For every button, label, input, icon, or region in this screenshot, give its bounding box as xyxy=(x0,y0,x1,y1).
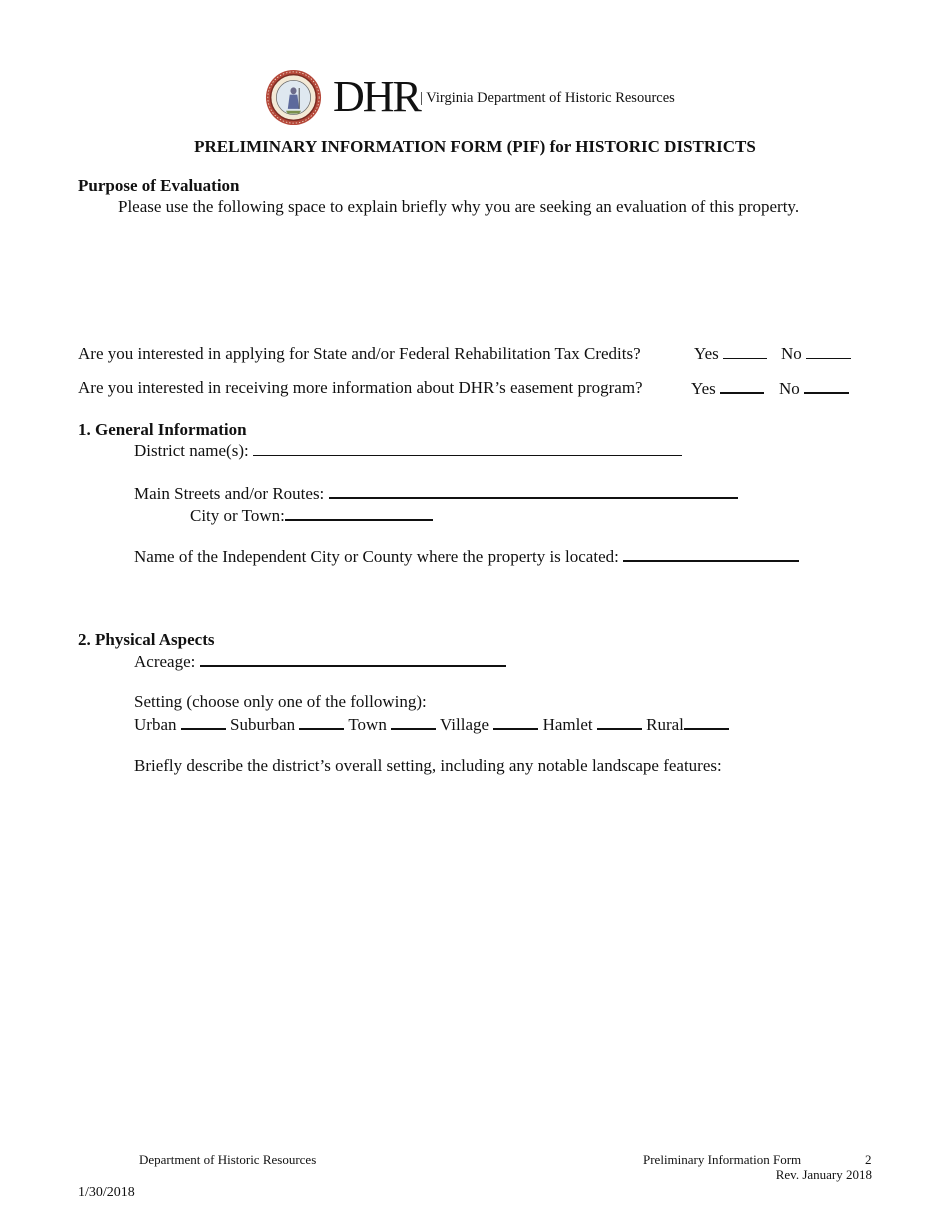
main-streets-row xyxy=(134,483,738,504)
easement-question xyxy=(78,378,643,398)
main-streets-field[interactable] xyxy=(329,483,738,499)
setting-rural-label: Rural xyxy=(646,715,684,734)
setting-village-field[interactable] xyxy=(493,714,538,730)
footer-form-name: Preliminary Information Form xyxy=(643,1152,802,1167)
county-field[interactable] xyxy=(623,546,799,562)
purpose-heading: Purpose of Evaluation xyxy=(78,176,240,195)
tax-credit-no-field[interactable] xyxy=(806,344,851,359)
setting-hamlet-label: Hamlet xyxy=(542,715,593,734)
tax-credit-no xyxy=(781,344,851,364)
city-town-field[interactable] xyxy=(285,505,433,521)
purpose-instructions: Please use the following space to explain briefly why you are seeking an evaluation of this property. xyxy=(118,197,800,216)
dhr-logo-text: DHR xyxy=(333,72,420,121)
setting-town-label: Town xyxy=(348,715,387,734)
easement-no xyxy=(779,378,849,399)
describe-setting-label: Briefly describe the district’s overall setting, including any notable landscape features: xyxy=(134,756,722,775)
setting-label: Setting (choose only one of the following): xyxy=(134,692,427,711)
acreage-label: Acreage: xyxy=(134,652,196,671)
setting-suburban-label: Suburban xyxy=(229,715,296,734)
virginia-seal-logo xyxy=(265,69,322,126)
setting-hamlet-field[interactable] xyxy=(597,714,642,730)
easement-yes-field[interactable] xyxy=(720,378,764,394)
main-streets-label: Main Streets and/or Routes: xyxy=(134,484,325,503)
setting-urban-field[interactable] xyxy=(181,714,226,730)
tax-credit-yes xyxy=(694,344,767,364)
describe-setting-response-area[interactable] xyxy=(134,782,868,1122)
footer-date: 1/30/2018 xyxy=(78,1185,135,1200)
acreage-field[interactable] xyxy=(200,651,506,667)
setting-rural-field[interactable] xyxy=(684,714,729,730)
tax-credit-no-label: No xyxy=(781,344,802,363)
easement-question-text: Are you interested in receiving more information about DHR’s easement program? xyxy=(78,378,643,397)
setting-town-field[interactable] xyxy=(391,714,436,730)
tax-credit-yes-field[interactable] xyxy=(723,344,767,359)
city-town-label: City or Town: xyxy=(190,506,285,525)
general-info-heading: 1. General Information xyxy=(78,420,247,439)
easement-no-field[interactable] xyxy=(804,378,849,394)
easement-no-label: No xyxy=(779,379,800,398)
easement-yes xyxy=(691,378,764,399)
physical-aspects-heading: 2. Physical Aspects xyxy=(78,630,215,649)
footer-department: Department of Historic Resources xyxy=(139,1152,317,1167)
acreage-row xyxy=(134,651,506,672)
department-name: | Virginia Department of Historic Resources xyxy=(420,90,675,106)
district-name-row xyxy=(134,441,682,461)
easement-yes-label: Yes xyxy=(691,379,716,398)
district-name-label: District name(s): xyxy=(134,441,249,460)
city-town-row xyxy=(190,505,433,526)
form-title: PRELIMINARY INFORMATION FORM (PIF) for HISTORIC DISTRICTS xyxy=(194,137,756,156)
footer-page-number: 2 xyxy=(865,1152,872,1167)
county-row xyxy=(134,546,799,567)
setting-options xyxy=(134,714,729,735)
setting-urban-label: Urban xyxy=(134,715,177,734)
tax-credit-question-text: Are you interested in applying for State and/or Federal Rehabilitation Tax Credits? xyxy=(78,344,641,363)
footer-revision: Rev. January 2018 xyxy=(775,1167,872,1182)
tax-credit-question xyxy=(78,344,641,364)
setting-suburban-field[interactable] xyxy=(299,714,344,730)
county-label: Name of the Independent City or County where the property is located: xyxy=(134,547,619,566)
district-name-field[interactable] xyxy=(253,441,682,456)
setting-village-label: Village xyxy=(440,715,490,734)
purpose-response-area[interactable] xyxy=(78,222,868,332)
tax-credit-yes-label: Yes xyxy=(694,344,719,363)
